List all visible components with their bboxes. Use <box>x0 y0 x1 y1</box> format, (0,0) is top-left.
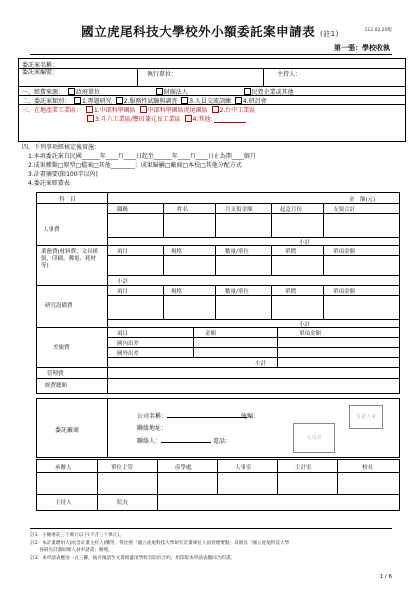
category-seminar-checkbox[interactable] <box>235 97 242 104</box>
page-number: 1 / 6 <box>379 574 392 580</box>
sig-unit-head: 單位主管 <box>111 465 134 471</box>
local-douliu-checkbox[interactable] <box>87 115 94 122</box>
contact-field[interactable]: 聯絡人： 電話： <box>137 438 231 445</box>
category-service-checkbox[interactable] <box>116 97 123 104</box>
note-2: 註2：本計畫聘用人員(含計畫主持人)酬勞，得比照「國立虎尾科技大學研究計畫專任人員管理要點」及填具「國立虎尾科技大學 <box>30 541 290 546</box>
section4-item-summary: 3.計畫摘要(限100字以內) <box>28 171 98 178</box>
client-label: 委託廠商 <box>55 427 80 434</box>
signature-table <box>36 459 400 511</box>
materials-col-amount: 單項金額 <box>333 249 356 255</box>
tax-id-field[interactable]: 統編： <box>241 413 260 420</box>
header-divider <box>30 54 392 55</box>
equipment-col-spec: 規格 <box>171 289 183 295</box>
note-3: 註3：本申請表應送一式三聯，核可後請至文書組蓋用學校官防於合約、用印版本申請表繳回合約書。 <box>30 556 236 561</box>
materials-col-item: 項目 <box>117 249 129 255</box>
address-field[interactable]: 聯絡地址： <box>137 425 168 432</box>
sig-dean: 院長 <box>117 500 129 506</box>
personnel-subtotal: 小計 <box>299 240 311 246</box>
personnel-label: 人事費 <box>43 227 60 233</box>
section4-item-period: 1.本項委託案自民國______年____月____日起至______年____月____日止為期____個月 <box>28 153 256 160</box>
sig-industry-office: 產學處 <box>175 465 192 471</box>
category-research-checkbox[interactable] <box>74 97 81 104</box>
personnel-col-name: 姓名 <box>177 207 189 213</box>
category-training-checkbox[interactable] <box>181 97 188 104</box>
local-industry-line1: 三、在地產業工業區： 1.中部科學園區 中部科學園區虎尾園區 2.台中工業區 <box>22 107 256 114</box>
basic-info-table <box>18 58 406 142</box>
sig-accounting-office: 主計室 <box>295 465 312 471</box>
travel-col-item: 項目 <box>117 331 129 337</box>
travel-overseas: 國外出差 <box>117 351 140 357</box>
budget-subject-header: 科 目 <box>59 197 76 203</box>
project-meta-row <box>19 68 405 87</box>
travel-domestic: 國內出差 <box>117 341 140 347</box>
unit-label: 執行單位： <box>147 71 178 78</box>
equipment-label: 研究設備費 <box>45 303 73 309</box>
travel-col-amount: 金額 <box>205 331 217 337</box>
form-title <box>0 22 420 40</box>
section4-heading: 四、下列事項經核定後實施： <box>22 144 101 151</box>
sig-personnel-office: 人事室 <box>235 465 252 471</box>
equipment-subtotal: 小計 <box>299 322 311 328</box>
company-seal: 公司章 <box>293 423 335 453</box>
version-label: 112.02.20版 <box>364 28 392 33</box>
travel-col-line-amount: 單項金額 <box>299 331 322 337</box>
form-title-text: 國立虎尾科技大學校外小額委託案申請表 <box>81 24 316 39</box>
section4-item-output: 2.成果種類□原型□檔案□其他________；成果歸屬□廠商□本校□其他分配方式 <box>28 162 242 169</box>
local-industry-row <box>19 104 405 122</box>
funding-foundation-checkbox[interactable] <box>156 88 163 95</box>
materials-label: 業務費(材料費、文具紙張、印刷、郵電、耗材等) <box>41 249 99 269</box>
sig-president: 校長 <box>362 465 374 471</box>
travel-subtotal: 小計 <box>255 361 267 367</box>
personnel-col-total: 支領合計 <box>333 207 356 213</box>
local-other-input[interactable] <box>214 116 246 123</box>
budget-table <box>36 192 400 394</box>
form-title-note: (註1) <box>319 30 339 38</box>
funding-private-checkbox[interactable] <box>244 88 251 95</box>
personnel-col-title: 職稱 <box>117 207 129 213</box>
materials-subtotal: 小計 <box>117 279 129 285</box>
personnel-col-months: 起訖月份 <box>280 207 303 213</box>
equipment-col-price: 單價 <box>285 289 297 295</box>
local-other-checkbox[interactable] <box>185 115 192 122</box>
section4-item-budget: 4.委託案經費表 <box>28 180 70 187</box>
travel-label: 差旅費 <box>53 345 70 351</box>
personnel-col-monthly: 月支領金額 <box>225 207 253 213</box>
company-name-field[interactable]: 公司名稱： <box>137 411 247 420</box>
project-category: 二、委託案類別： 1.專題研究 2.服務性試驗與調查 3.人員交流訓練 4.研討會 <box>22 98 267 105</box>
funding-source: 一、經費來源： 政府單位 財團法人 民營企業或其他 <box>22 89 294 96</box>
local-taichung-checkbox[interactable] <box>212 106 219 113</box>
materials-col-qty: 數量/單位 <box>225 249 249 255</box>
equipment-col-item: 項目 <box>117 289 129 295</box>
note-1: 註1：小額委託三十萬元以下(不含三十萬元)。 <box>30 533 124 538</box>
funding-gov-checkbox[interactable] <box>68 88 75 95</box>
local-cstsp-checkbox[interactable] <box>86 106 93 113</box>
project-no-label: 委託案編號： <box>22 69 59 76</box>
budget-amount-header: 金 額(元) <box>349 197 376 203</box>
materials-col-spec: 規格 <box>171 249 183 255</box>
materials-col-price: 單價 <box>285 249 297 255</box>
copy-stub-label: 第一張：學校收執 <box>334 44 390 52</box>
management-label: 管理費 <box>47 371 64 377</box>
host-label: 主持人： <box>277 71 302 78</box>
local-industry-line2: 3.斗六工業區/豐田兼元長工業區 4.其他: <box>85 114 246 123</box>
note-2-cont: 各研究計畫助理人員申請書」辦理。 <box>30 548 113 553</box>
sig-host: 主持人 <box>55 500 72 506</box>
owner-seal: 負責人章 <box>349 405 383 429</box>
sig-handler: 承辦人 <box>55 465 72 471</box>
project-name-label: 委託案名稱： <box>22 62 59 69</box>
equipment-col-qty: 數量/單位 <box>225 289 249 295</box>
local-huwei-checkbox[interactable] <box>140 106 147 113</box>
total-label: 經費總額 <box>45 383 68 389</box>
equipment-col-amount: 單項金額 <box>333 289 356 295</box>
client-table <box>36 398 400 458</box>
